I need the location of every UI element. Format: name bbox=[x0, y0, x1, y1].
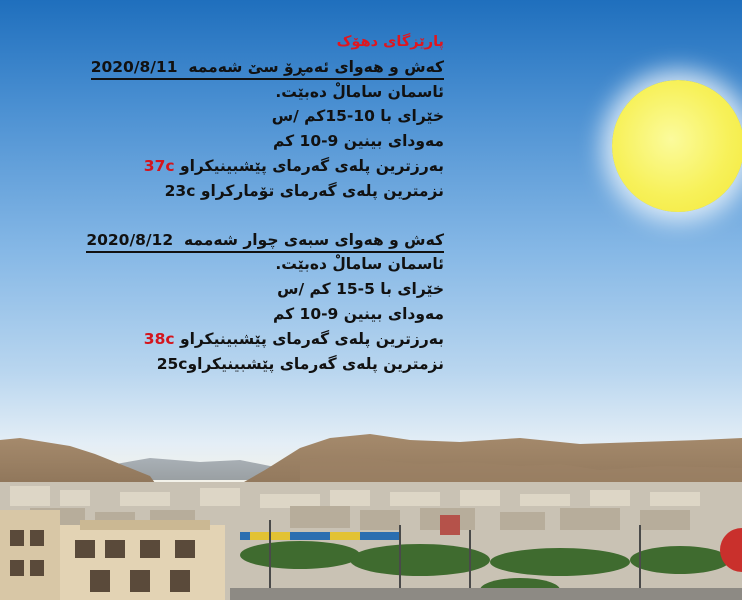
day2-max-value: 38c bbox=[143, 329, 175, 348]
day2-visibility: مەودای بینین 9-10 کم bbox=[272, 304, 444, 323]
day1-wind: خێرای با 10-15کم /س bbox=[271, 107, 444, 126]
province-title: پارێزگای دهۆک bbox=[336, 34, 444, 50]
day1-max-value: 37c bbox=[143, 156, 175, 175]
day2-wind: خێرای با 5-15 کم /س bbox=[277, 280, 444, 299]
day1-visibility: مەودای بینین 9-10 کم bbox=[272, 132, 444, 151]
day1-date: 2020/8/11 bbox=[90, 57, 178, 76]
day1-header: کەش و هەوای ئەمڕۆ سێ شەممە 2020/8/11 bbox=[91, 56, 444, 80]
day2-min-temp: نزمترین پلەی گەرمای پێشبینیکراو25c bbox=[156, 354, 444, 373]
city-landscape bbox=[0, 420, 742, 600]
day1-header-row bbox=[4, 55, 444, 80]
day2-min-value: 25c bbox=[156, 354, 188, 373]
day2-header-row bbox=[4, 228, 444, 253]
day2-date: 2020/8/12 bbox=[86, 230, 174, 249]
day1-max-temp: بەرزترین پلەی گەرمای پێشبینیکراو 37c bbox=[143, 156, 444, 175]
day2-sky: ئاسمان سامالْ دەبێت. bbox=[275, 255, 444, 274]
day1-min-value: 23c bbox=[164, 181, 196, 200]
weather-bulletin bbox=[4, 30, 444, 376]
spacer bbox=[4, 204, 444, 228]
day2-max-temp: بەرزترین پلەی گەرمای پێشبینیکراو 38c bbox=[143, 329, 444, 348]
day1-sky: ئاسمان سامالْ دەبێت. bbox=[275, 82, 444, 101]
day1-min-temp: نزمترین پلەی گەرمای تۆمارکراو 23c bbox=[164, 181, 444, 200]
day2-header: کەش و هەوای سبەی چوار شەممە 2020/8/12 bbox=[86, 229, 444, 253]
sun-icon bbox=[612, 80, 742, 212]
